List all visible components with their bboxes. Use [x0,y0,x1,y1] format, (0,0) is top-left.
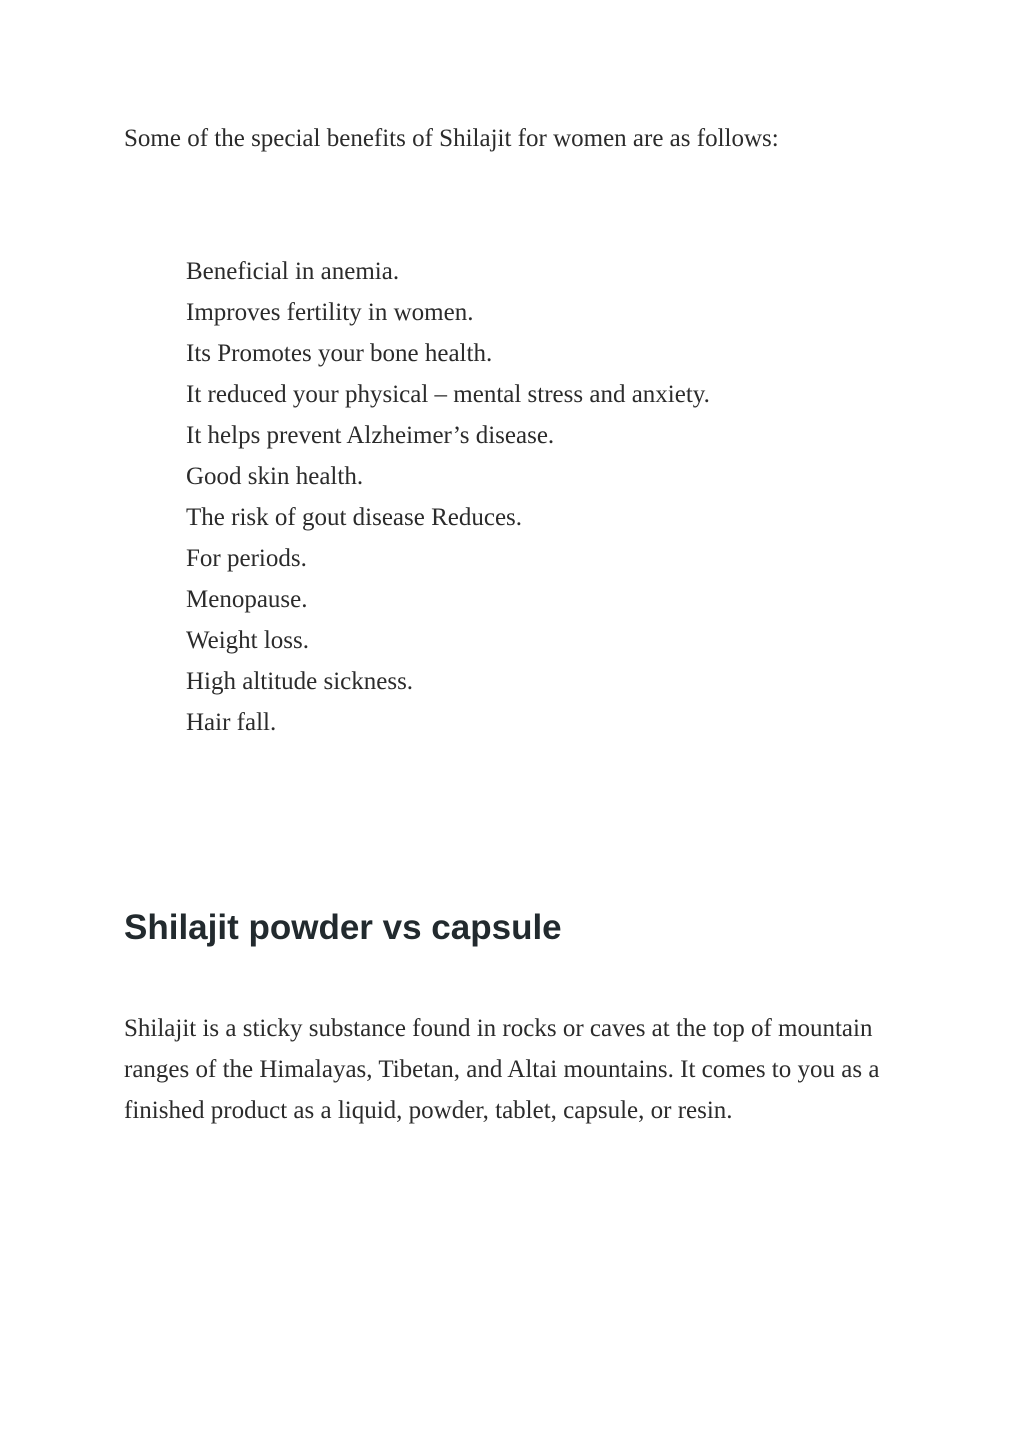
list-item: Hair fall. [186,709,277,736]
section-paragraph: Shilajit is a sticky substance found in rocks or caves at the top of mountain ranges of the Himalayas, Tibetan, and Altai mountains. It comes to you as a finished product as a liquid, powder, tablet, capsule, or resin. [124,1015,880,1124]
list-item: The risk of gout disease Reduces. [186,504,523,531]
benefits-list [186,251,710,743]
section-heading: Shilajit powder vs capsule [124,908,562,947]
list-item: Its Promotes your bone health. [186,340,493,367]
list-item: It reduced your physical – mental stress and anxiety. [186,381,710,408]
intro-paragraph: Some of the special benefits of Shilajit for women are as follows: [124,125,779,152]
list-item: For periods. [186,545,307,572]
list-item: Good skin health. [186,463,364,490]
list-item: Menopause. [186,586,308,613]
list-item: Improves fertility in women. [186,299,474,326]
list-item: Beneficial in anemia. [186,258,400,285]
list-item: It helps prevent Alzheimer’s disease. [186,422,555,449]
list-item: High altitude sickness. [186,668,414,695]
list-item: Weight loss. [186,627,309,654]
